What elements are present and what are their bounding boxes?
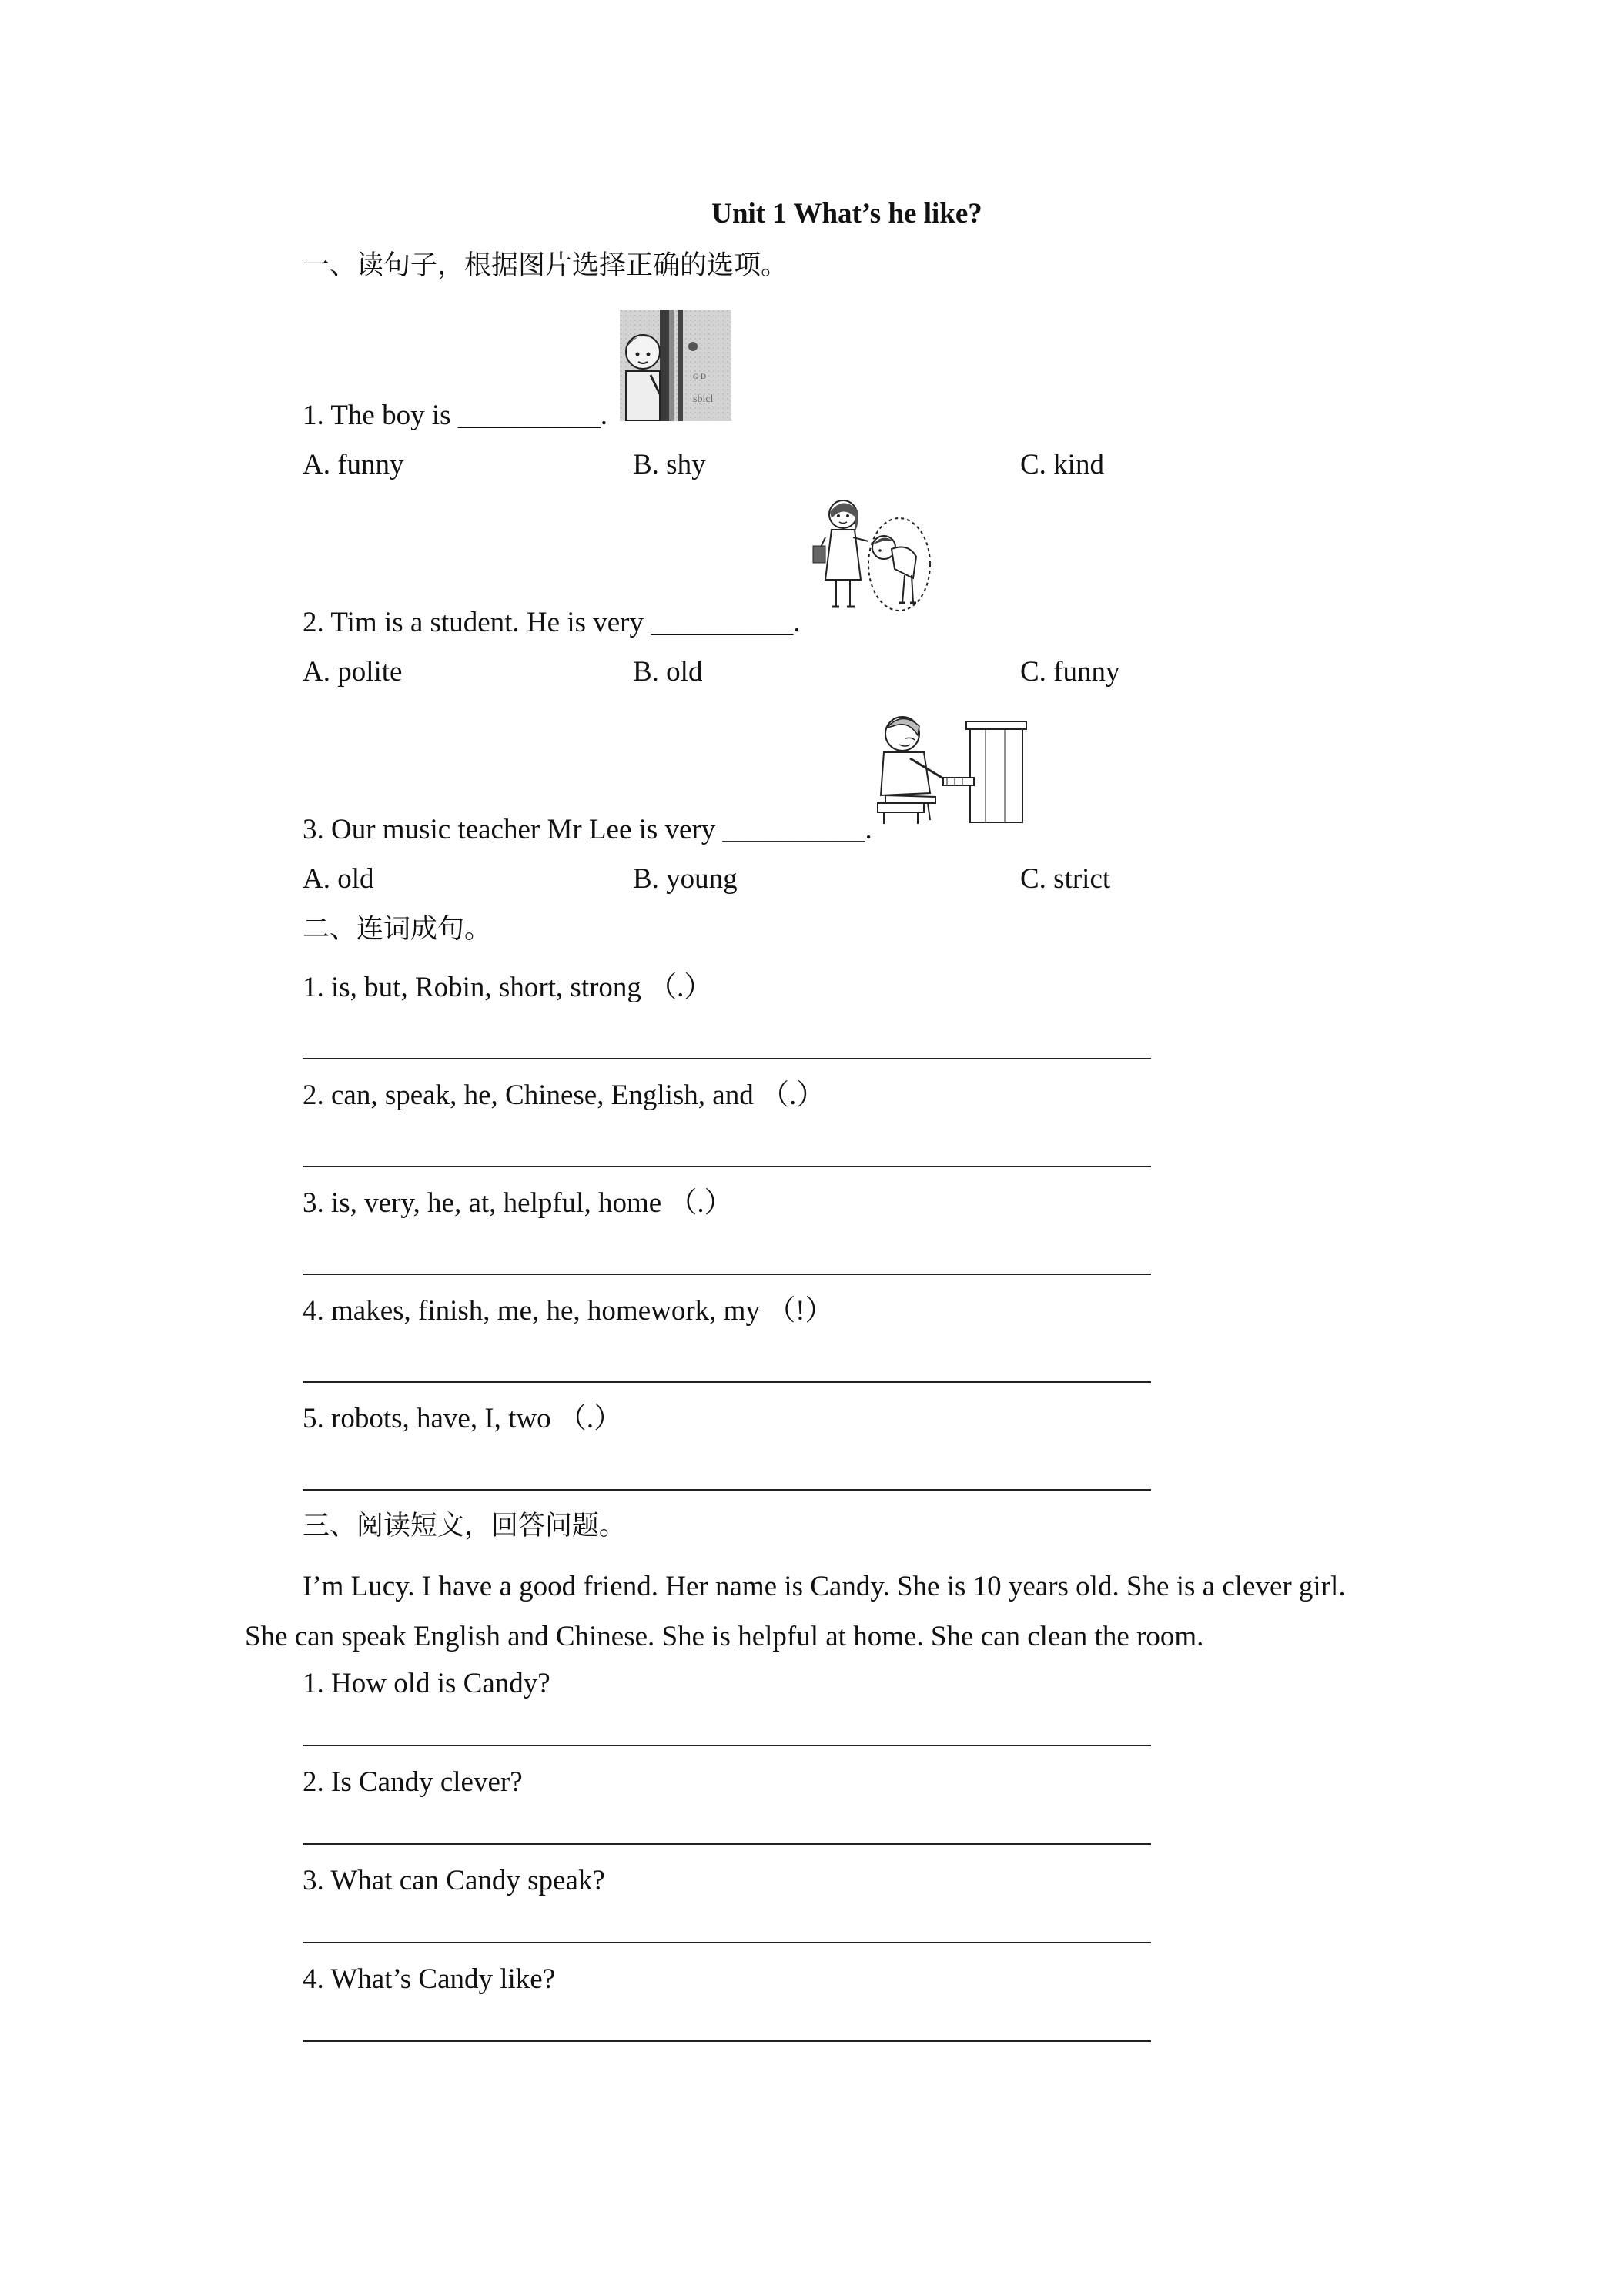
part2-answer-line-1[interactable] — [303, 1058, 1151, 1059]
part2-item-5: 5. robots, have, I, two （.） — [303, 1403, 623, 1434]
part2-item-2: 2. can, speak, he, Chinese, English, and （.） — [303, 1079, 825, 1111]
part1-q2-stem: 2. Tim is a student. He is very __________. — [303, 607, 801, 638]
part1-q2-option-c: C. funny — [1020, 656, 1120, 688]
part1-q2-option-b: B. old — [633, 656, 703, 688]
part2-item-4: 4. makes, finish, me, he, homework, my （!） — [303, 1295, 834, 1327]
part1-q1-stem: 1. The boy is __________. — [303, 400, 608, 431]
polite-boy-picture — [808, 495, 933, 620]
page-title: Unit 1 What’s he like? — [711, 198, 982, 229]
part2-heading: 二、连词成句。 — [303, 914, 492, 945]
part3-question-1: 1. How old is Candy? — [303, 1668, 550, 1699]
part3-answer-line-2[interactable] — [303, 1843, 1151, 1845]
part1-heading: 一、读句子，根据图片选择正确的选项。 — [303, 250, 788, 281]
part2-answer-line-2[interactable] — [303, 1166, 1151, 1167]
shy-boy-picture — [620, 310, 731, 421]
part3-question-2: 2. Is Candy clever? — [303, 1766, 523, 1798]
part3-answer-line-1[interactable] — [303, 1745, 1151, 1746]
part3-answer-line-4[interactable] — [303, 2040, 1151, 2042]
piano-teacher-picture — [862, 705, 1039, 828]
part1-q3-stem: 3. Our music teacher Mr Lee is very __________. — [303, 814, 872, 845]
svg-text:sbicl: sbicl — [693, 393, 714, 405]
part1-q2-option-a: A. polite — [303, 656, 403, 688]
part1-q3-option-b: B. young — [633, 863, 738, 895]
part2-answer-line-4[interactable] — [303, 1381, 1151, 1383]
part2-item-3: 3. is, very, he, at, helpful, home （.） — [303, 1187, 733, 1219]
part1-q1-option-b: B. shy — [633, 449, 706, 480]
part2-answer-line-5[interactable] — [303, 1489, 1151, 1491]
part1-q1-option-c: C. kind — [1020, 449, 1104, 480]
part1-q3-option-a: A. old — [303, 863, 374, 895]
part2-item-1: 1. is, but, Robin, short, strong （.） — [303, 972, 713, 1003]
part1-q1-option-a: A. funny — [303, 449, 404, 480]
part3-question-4: 4. What’s Candy like? — [303, 1963, 556, 1995]
part3-question-3: 3. What can Candy speak? — [303, 1865, 605, 1896]
part3-heading: 三、阅读短文，回答问题。 — [303, 1511, 627, 1541]
part3-answer-line-3[interactable] — [303, 1942, 1151, 1943]
svg-text:ɢ ᴅ: ɢ ᴅ — [693, 370, 707, 382]
reading-passage-text: I’m Lucy. I have a good friend. Her name is Candy. She is 10 years old. She is a clever girl. She can speak English and Chinese. She is helpful at home. She can clean the room. — [245, 1571, 1346, 1652]
part1-q3-option-c: C. strict — [1020, 863, 1111, 895]
part2-answer-line-3[interactable] — [303, 1274, 1151, 1275]
reading-passage — [245, 1561, 1392, 1662]
